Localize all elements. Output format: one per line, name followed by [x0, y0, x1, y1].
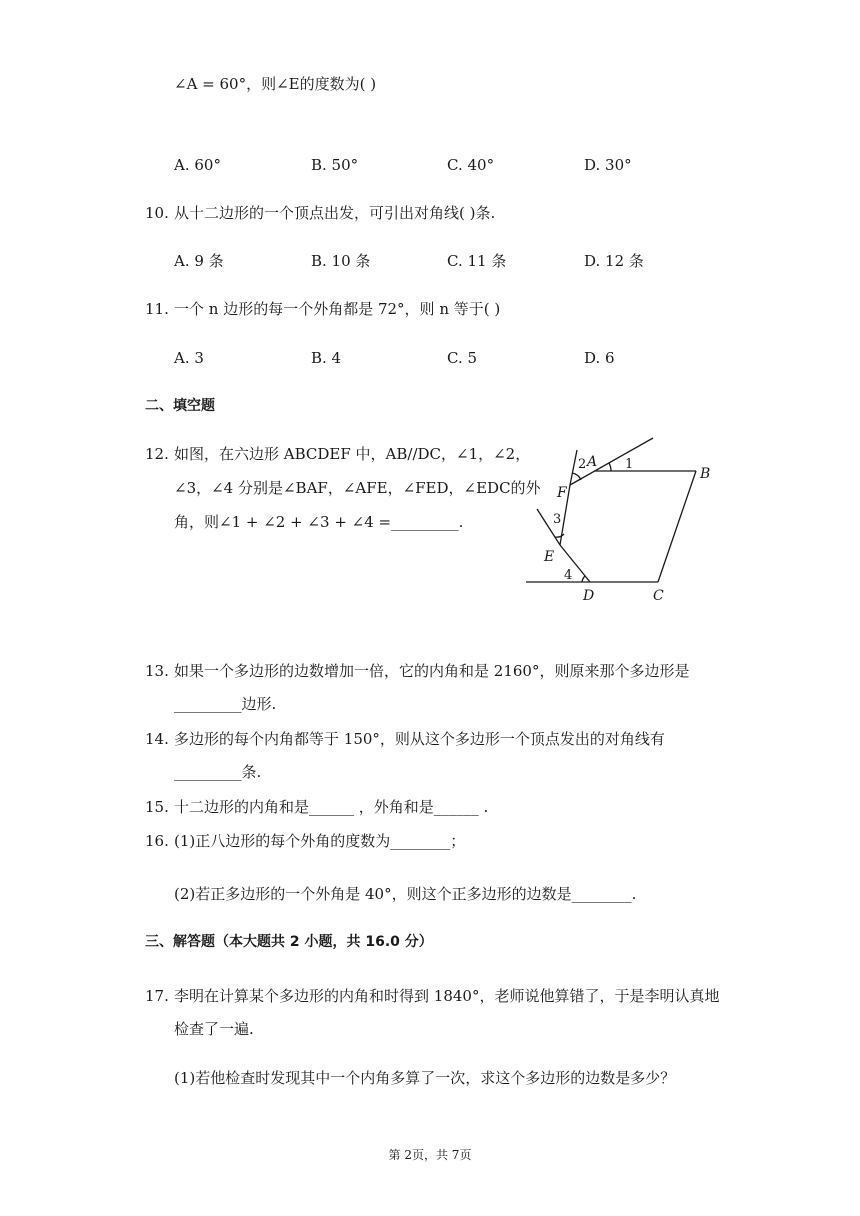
- q9-option-a: A. 60°: [174, 156, 221, 174]
- angle-label-1: 1: [625, 457, 634, 472]
- section-heading-answer: 三、解答题（本大题共 2 小题，共 16.0 分）: [145, 934, 433, 950]
- q10-option-d: D. 12 条: [584, 252, 644, 270]
- q14-line-2: _________条.: [174, 763, 262, 781]
- label-e: E: [544, 549, 555, 565]
- q15-number: 15.: [145, 798, 169, 816]
- q11-option-a: A. 3: [174, 349, 204, 367]
- q14-number: 14.: [145, 730, 169, 748]
- q10-option-a: A. 9 条: [174, 252, 224, 270]
- q10-text: 从十二边形的一个顶点出发，可引出对角线( )条.: [174, 204, 496, 222]
- label-a: A: [587, 454, 598, 470]
- q17-number: 17.: [145, 987, 169, 1005]
- q10-option-c: C. 11 条: [447, 252, 507, 270]
- q13-line-1: 如果一个多边形的边数增加一倍，它的内角和是 2160°，则原来那个多边形是: [174, 662, 690, 680]
- q13-line-2: _________边形.: [174, 695, 277, 713]
- q9-text: ∠A = 60°，则∠E的度数为( ): [174, 75, 377, 93]
- label-d: D: [583, 588, 595, 604]
- q17-line-1: 李明在计算某个多边形的内角和时得到 1840°，老师说他算错了，于是李明认真地: [174, 987, 720, 1005]
- q11-text: 一个 n 边形的每一个外角都是 72°，则 n 等于( ): [174, 300, 501, 318]
- q10-option-b: B. 10 条: [311, 252, 371, 270]
- q11-number: 11.: [145, 300, 169, 318]
- angle-label-4: 4: [564, 568, 573, 583]
- q13-number: 13.: [145, 662, 169, 680]
- q11-option-d: D. 6: [584, 349, 615, 367]
- q9-option-b: B. 50°: [311, 156, 359, 174]
- q12-number: 12.: [145, 445, 169, 463]
- q9-option-d: D. 30°: [584, 156, 632, 174]
- q14-line-1: 多边形的每个内角都等于 150°，则从这个多边形一个顶点发出的对角线有: [174, 730, 665, 748]
- q16-number: 16.: [145, 832, 169, 850]
- section-heading-fill-in: 二、填空题: [145, 398, 215, 414]
- angle-label-3: 3: [553, 512, 562, 527]
- hexagon-figure: [520, 430, 710, 610]
- q16-part-2: (2)若正多边形的一个外角是 40°，则这个正多边形的边数是________.: [174, 885, 637, 903]
- label-b: B: [700, 466, 710, 482]
- q12-line-3: 角，则∠1 + ∠2 + ∠3 + ∠4 =_________.: [174, 513, 464, 531]
- q16-part-1: (1)正八边形的每个外角的度数为________；: [174, 832, 466, 850]
- q17-line-2: 检查了一遍.: [174, 1020, 254, 1038]
- q11-option-b: B. 4: [311, 349, 342, 367]
- q12-line-1: 如图，在六边形 ABCDEF 中，AB//DC，∠1，∠2，: [174, 445, 531, 463]
- label-f: F: [557, 485, 567, 501]
- q11-option-c: C. 5: [447, 349, 478, 367]
- q15-text: 十二边形的内角和是______ ，外角和是______ .: [174, 798, 489, 816]
- page-footer: 第 2页，共 7页: [388, 1148, 472, 1162]
- label-c: C: [653, 588, 664, 604]
- q10-number: 10.: [145, 204, 169, 222]
- q17-part-1: (1)若他检查时发现其中一个内角多算了一次，求这个多边形的边数是多少？: [174, 1069, 676, 1087]
- angle-label-2: 2: [578, 457, 587, 472]
- q12-line-2: ∠3，∠4 分别是∠BAF，∠AFE，∠FED，∠EDC的外: [174, 479, 541, 497]
- q9-option-c: C. 40°: [447, 156, 495, 174]
